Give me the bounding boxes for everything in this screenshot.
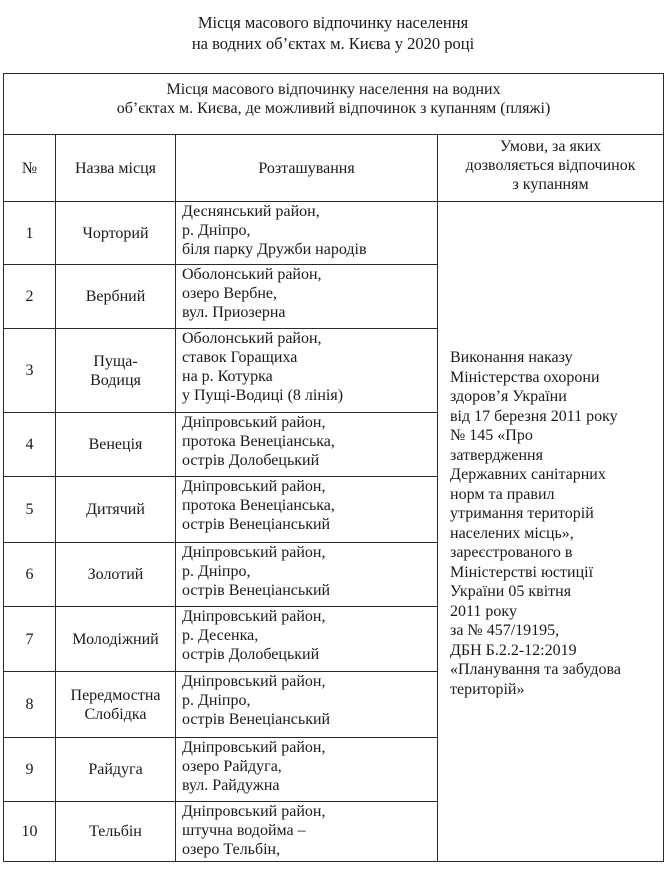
place-location-line: Дніпровський район, [182, 608, 326, 625]
place-name-line: Райдуга [88, 761, 143, 778]
row-number: 5 [4, 477, 56, 543]
place-location-line: р. Десенка, [182, 627, 259, 644]
swimming-conditions-line: Державних санітарних [450, 466, 606, 483]
place-name [56, 543, 176, 607]
header-num: № [4, 135, 56, 202]
place-location-line: вул. Приозерна [182, 304, 286, 321]
header-conditions [438, 135, 664, 202]
place-name [56, 802, 176, 862]
swimming-conditions-line: здоров’я України [450, 388, 567, 405]
document-title-line-1: Місця масового відпочинку населення [197, 13, 469, 32]
place-name [56, 329, 176, 413]
place-location-line: озеро Райдуга, [182, 758, 282, 775]
place-name-line: Водиця [90, 371, 141, 389]
place-location [176, 738, 438, 802]
place-location-line: озеро Тельбін, [182, 841, 281, 858]
place-name-line: Венеція [88, 436, 143, 453]
place-location-line: острів Венеціанський [182, 582, 331, 599]
place-name-line: Тельбін [89, 823, 142, 840]
swimming-conditions-line: зареєстрованого в [450, 544, 573, 561]
place-location-line: Дніпровський район, [182, 803, 326, 820]
row-number: 3 [4, 329, 56, 413]
place-name-line: Вербний [85, 288, 146, 305]
swimming-conditions-line: затвердження [450, 446, 543, 464]
place-name [56, 477, 176, 543]
row-number: 2 [4, 265, 56, 329]
place-location [176, 802, 438, 862]
place-location [176, 543, 438, 607]
table-caption-line-1: Місця масового відпочинку населення на водних [166, 81, 501, 98]
place-location-line: озеро Вербне, [182, 285, 277, 302]
header-location: Розташування [176, 135, 438, 202]
place-location-line: острів Долобецький [182, 452, 320, 469]
row-number: 6 [4, 543, 56, 607]
place-location-line: ставок Горащиха [182, 349, 298, 366]
place-name-line: Слобідка [84, 705, 147, 723]
table-row [4, 202, 664, 265]
place-location-line: Дніпровський район, [182, 673, 326, 690]
place-name-line: Пуща- [93, 352, 138, 370]
place-location-line: острів Долобецький [182, 646, 320, 663]
swimming-conditions-line: норм та правил [450, 485, 555, 503]
place-location [176, 413, 438, 477]
place-location [176, 329, 438, 413]
swimming-conditions-line: за № 457/19195, [450, 622, 560, 639]
swimming-conditions-line: територій» [450, 680, 525, 698]
table-caption-line-2: об’єктах м. Києва, де можливий відпочинок з купанням (пляжі) [116, 100, 551, 117]
row-number: 8 [4, 672, 56, 738]
place-location [176, 607, 438, 672]
swimming-conditions-line: Виконання наказу [450, 349, 573, 366]
place-name [56, 202, 176, 265]
place-location-line: Дніпровський район, [182, 544, 326, 561]
place-location-line: острів Венеціанський [182, 516, 331, 533]
swimming-conditions-line: населених місць», [450, 524, 574, 542]
place-location-line: у Пущі-Водиці (8 лінія) [182, 387, 344, 404]
place-name [56, 265, 176, 329]
place-location-line: Оболонський район, [182, 330, 322, 347]
place-location [176, 265, 438, 329]
place-location [176, 672, 438, 738]
swimming-conditions-line: «Планування та забудова [450, 661, 621, 678]
swimming-conditions-line: Міністерстві юстиції [450, 563, 594, 581]
place-location [176, 477, 438, 543]
document-title [0, 12, 666, 54]
header-conditions-line-3: з купанням [512, 176, 589, 193]
place-location-line: острів Венеціанський [182, 711, 331, 728]
header-conditions-line-2: дозволяється відпочинок [465, 157, 636, 174]
table-caption [4, 74, 664, 135]
place-location-line: Оболонський район, [182, 266, 322, 283]
place-name [56, 738, 176, 802]
swimming-conditions-line: від 17 березня 2011 року [450, 407, 618, 425]
place-location-line: р. Дніпро, [182, 563, 251, 580]
place-location-line: Дніпровський район, [182, 414, 326, 431]
place-location [176, 202, 438, 265]
header-name: Назва місця [56, 135, 176, 202]
place-name-line: Молодіжний [72, 630, 159, 648]
beaches-table [3, 73, 664, 862]
place-location-line: протока Венеціанська, [182, 433, 335, 450]
place-location-line: біля парку Дружби народів [182, 241, 367, 258]
header-conditions-line-1: Умови, за яких [499, 138, 602, 155]
place-location-line: протока Венеціанська, [182, 497, 335, 514]
place-location-line: Деснянський район, [182, 203, 320, 220]
place-name-line: Передмостна [70, 686, 161, 704]
swimming-conditions-line: ДБН Б.2.2-12:2019 [450, 641, 577, 659]
place-location-line: Дніпровський район, [182, 478, 326, 495]
swimming-conditions-line: 2011 року [450, 602, 517, 620]
place-name-line: Дитячий [86, 501, 145, 518]
place-location-line: Дніпровський район, [182, 739, 326, 756]
place-name [56, 672, 176, 738]
place-location-line: на р. Котурка [182, 368, 273, 385]
swimming-conditions-line: утримання територій [450, 505, 594, 522]
place-name [56, 607, 176, 672]
swimming-conditions [438, 202, 664, 862]
row-number: 1 [4, 202, 56, 265]
swimming-conditions-line: України 05 квітня [450, 583, 572, 600]
place-name-line: Чорторий [82, 224, 149, 242]
swimming-conditions-line: Міністерства охорони [450, 368, 600, 386]
swimming-conditions-line: № 145 «Про [450, 427, 533, 444]
row-number: 7 [4, 607, 56, 672]
place-location-line: р. Дніпро, [182, 222, 251, 239]
place-location-line: вул. Райдужна [182, 777, 280, 794]
row-number: 4 [4, 413, 56, 477]
document-title-line-2: на водних об’єктах м. Києва у 2020 році [191, 34, 475, 53]
place-location-line: штучна водойма – [182, 822, 306, 839]
place-name-line: Золотий [87, 566, 144, 583]
table-header-row [4, 135, 664, 202]
row-number: 10 [4, 802, 56, 862]
row-number: 9 [4, 738, 56, 802]
place-name [56, 413, 176, 477]
place-location-line: р. Дніпро, [182, 692, 251, 709]
